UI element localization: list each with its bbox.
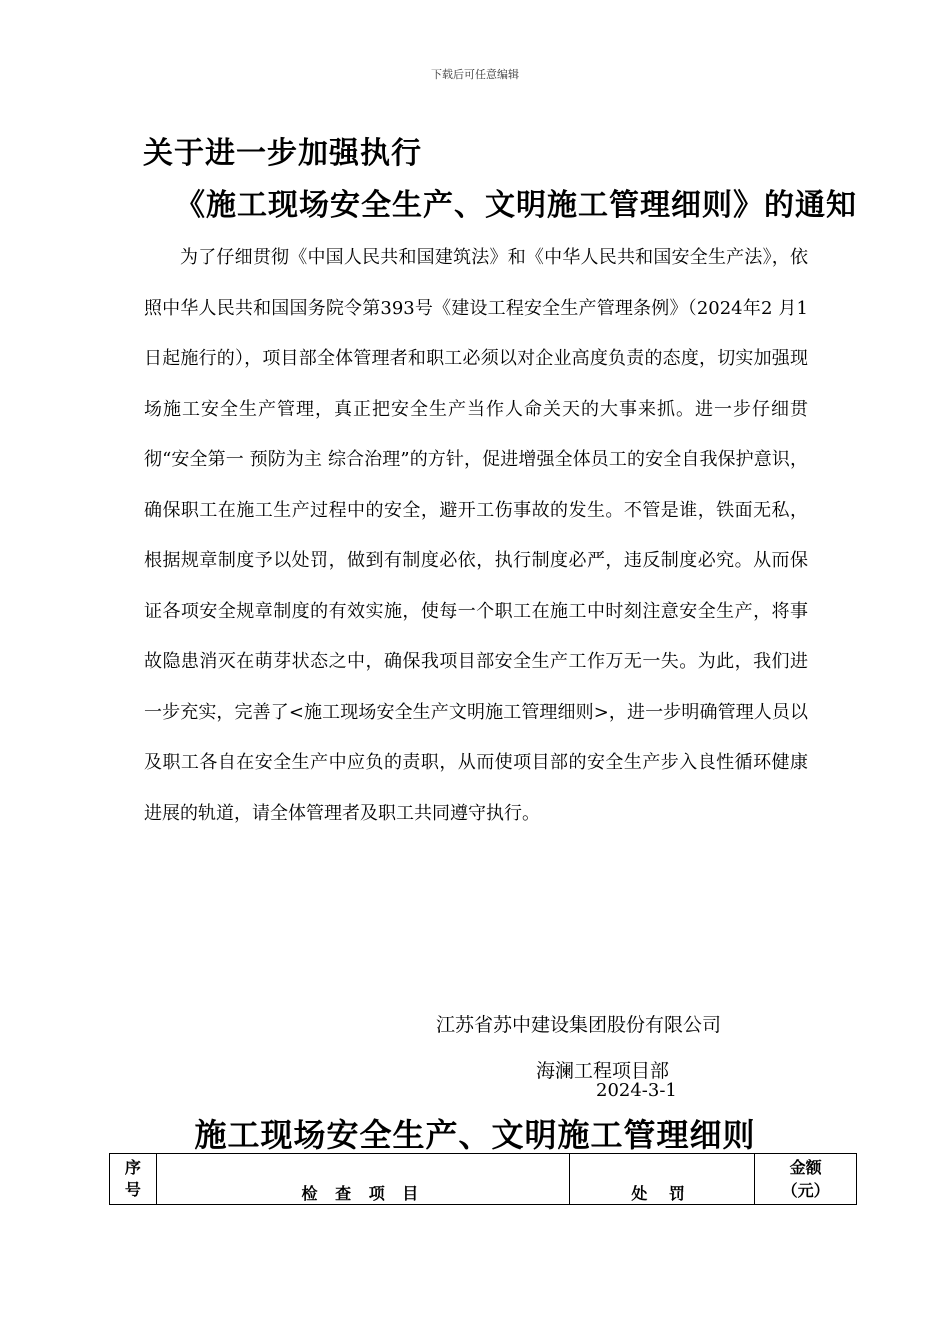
- header-serial-no-line2: 号: [124, 1180, 141, 1199]
- notice-title-line1: 关于进一步加强执行: [143, 136, 422, 171]
- notice-body: [144, 233, 808, 839]
- section-title: 施工现场安全生产、文明施工管理细则: [194, 1116, 756, 1154]
- signature-date: 2024-3-1: [596, 1080, 677, 1101]
- notice-paragraph: 为了仔细贯彻《中国人民共和国建筑法》和《中华人民共和国安全生产法》，依照中华人民共和国国务院令第393号《建设工程安全生产管理条例》（2024年2 月1日起施行的），项目部全体管理者和职工必须以对企业高度负责的态度，切实加强现场施工安全生产管理，真正把安全生产当作人命关天的大事来抓。进一步仔细贯彻“安全第一 预防为主 综合治理”的方针，促进增强全体员工的安全自我保护意识，确保职工在施工生产过程中的安全，避开工伤事故的发生。不管是谁，铁面无私，根据规章制度予以处罚，做到有制度必依，执行制度必严，违反制度必究。从而保证各项安全规章制度的有效实施，使每一个职工在施工中时刻注意安全生产，将事故隐患消灭在萌芽状态之中，确保我项目部安全生产工作万无一失。为此，我们进一步充实，完善了<施工现场安全生产文明施工管理细则>，进一步明确管理人员以及职工各自在安全生产中应负的责职，从而使项目部的安全生产步入良性循环健康进展的轨道，请全体管理者及职工共同遵守执行。: [144, 247, 808, 824]
- table-header-row: [110, 1154, 857, 1205]
- header-serial-no-line1: 序: [124, 1158, 141, 1177]
- header-amount-line1: 金额: [789, 1158, 822, 1177]
- rules-table: [109, 1153, 857, 1205]
- notice-title-line2: 《施工现场安全生产、文明施工管理细则》的通知: [175, 188, 857, 223]
- header-amount: [755, 1154, 857, 1205]
- signature-department: 海澜工程项目部: [536, 1060, 670, 1082]
- signature-company: 江苏省苏中建设集团股份有限公司: [436, 1014, 722, 1036]
- header-amount-line2: （元）: [781, 1181, 830, 1200]
- header-penalty: 处 罚: [569, 1154, 754, 1205]
- header-note: 下载后可任意编辑: [431, 68, 519, 81]
- header-check-item: 检 查 项 目: [156, 1154, 569, 1205]
- header-serial-no: [110, 1154, 157, 1205]
